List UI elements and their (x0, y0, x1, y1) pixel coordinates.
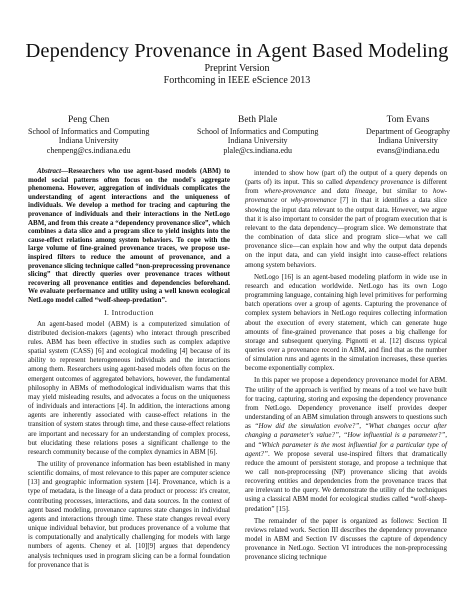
body-text: . We propose several use-inspired filters that dramatically reduce the amount of persistent storage, and propose a technique that we call non-preprocessing (NP) provenance slicing that avoids recovering entities and dependencies from the provenance traces that are irrelevant to the query. We demonstrate the utility of the techniques using a classical ABM model for ecological studies called “wolf-sheep-predation” [15]. (245, 449, 447, 513)
body-text: In this paper we propose a dependency provenance model for ABM. The utility of the approach is verified by means of a tool we have built for tracing, capturing, storing and exposing the dependency provenance from NetLogo. Dependency provenance itself provides deeper understanding of an ABM simulation through answers to questions such as (245, 376, 448, 431)
body-text: [7] in that it identifies a data slice showing the input data relevant to the output data. However, we argue that it is also important to consider the part of program execution that is relevant to the data dependency—program slice. We demonstrate that the combination of data slice and program slice—what we call provenance slice—can explain how and why the output data depends on the input data, and can yield insight into cause-effect relations among system behaviors. (245, 196, 447, 269)
body-text: intended to show how (part of) the output of a query depends on (parts of) its input. This so called (245, 169, 447, 187)
emphasis-text: “How influential is a parameter?” (343, 431, 446, 440)
author-block (28, 114, 149, 155)
author-name: Tom Evans (386, 115, 430, 125)
emphasis-text: how-provenance (245, 187, 447, 205)
right-column (245, 169, 447, 566)
emphasis-text: “How did the simulation evolve?” (254, 422, 360, 431)
body-text: , and (245, 431, 447, 449)
author-department: Department of Geography (366, 127, 450, 136)
body-text: or (277, 196, 291, 205)
emphasis-text: “What changes occur after changing a parameter's value?” (245, 422, 448, 440)
emphasis-text: where-provenance (264, 187, 316, 196)
author-department: School of Informatics and Computing (28, 127, 150, 136)
author-block (366, 114, 450, 155)
author-university: Indiana University (58, 136, 119, 146)
author-name: Peng Chen (67, 115, 110, 125)
body-text: is different from (245, 178, 448, 196)
author-email: evans@indiana.edu (376, 145, 440, 155)
emphasis-text: why-provenance (290, 196, 337, 205)
author-list (28, 114, 450, 155)
author-email: plale@cs.indiana.edu (223, 145, 293, 155)
body-paragraph (245, 169, 447, 270)
venue-label: Forthcoming in IEEE eScience 2013 (163, 74, 311, 86)
body-text: and (315, 187, 337, 196)
title-block (0, 40, 474, 86)
body-text: , but similar to (375, 187, 433, 196)
abstract-paragraph (28, 167, 230, 305)
section-heading: I. Introduction (104, 307, 154, 317)
body-paragraph (245, 376, 447, 513)
author-block (197, 114, 318, 155)
body-paragraph: The remainder of the paper is organized as follows: Section II reviews related work. Section III describes the dependency provenance model in ABM and Section IV discusses the capture of dependency provenance in NetLogo. Section VI introduces the non-preprocessing provenance slicing technique (245, 516, 447, 562)
preprint-label: Preprint Version (204, 63, 270, 74)
emphasis-text: “Which parameter is the most influential for a particular type of agent?” (245, 440, 448, 458)
author-email: chenpeng@cs.indiana.edu (46, 145, 131, 155)
left-column (28, 167, 230, 573)
emphasis-text: data lineage (336, 187, 376, 196)
abstract-text: —Researchers who use agent-based models (ABM) to model social patterns often focus on the model's aggregate phenomena. However, aggregation of individuals complicates the understanding of agent interactions and the uniqueness of individuals. We develop a method for tracing and capturing the provenance of individuals and their interactions in the NetLogo ABM, and from this create a “dependency provenance slice”, which combines a data slice and a program slice to yield insights into the cause-effect relations among system behaviors. To cope with the large volume of fine-grained provenance traces, we propose use-inspired filters to reduce the amount of provenance, and a provenance slicing technique called “non-preprocessing provenance slicing” that directly queries over provenance traces without recovering all provenance entities and dependencies beforehand. We evaluate performance and utility using a well known ecological NetLogo model called “wolf-sheep-predation”. (28, 167, 230, 304)
body-text: , (338, 431, 344, 440)
author-university: Indiana University (227, 136, 288, 146)
body-paragraph: An agent-based model (ABM) is a computerized simulation of distributed decision-makers (agents) who interact through prescribed rules. ABM has been effective in studies such as complex adaptive spatial system (CASS) [6] and ecological modeling [4] because of its ability to represent heterogeneous individuals and the interactions among them. Researchers using agent-based models often focus on the emergent outcomes of aggregated behaviors, however, the fundamental philosophy in ABMs of methodological individualism warns that this may yield misleading results, and advocates a focus on the uniqueness of individuals and interactions [4]. In addition, the interactions among agents are inherently associated with cause-effect relations in the transition of system states through time, and these cause-effect relations are important and necessary for an understanding of complex process, but elucidating these relations poses a significant challenge to the research community because of the complex dynamics in ABM [6]. (28, 319, 230, 456)
author-university: Indiana University (378, 136, 438, 146)
abstract-label: Abstract (37, 167, 62, 175)
paper-title: Dependency Provenance in Agent Based Modeling (25, 40, 449, 62)
body-paragraph: NetLogo [16] is an agent-based modeling platform in wide use in research and education worldwide. NetLogo has its own Logo programming language, containing high level primitives for performing batch operations over a group of agents. Capturing the provenance of complex system behaviors in NetLogo requires collecting information about the execution of every statement, which can generate huge amounts of fine-grained provenance that poses a big challenge for storage and subsequent querying. Pignotti et al. [12] discuss typical queries over a provenance record in ABM, and find that as the number of simulation runs and agents in the simulation increases, these queries become exponentially complex. (245, 272, 447, 373)
body-text: , (359, 422, 365, 431)
author-name: Beth Plale (238, 115, 278, 125)
body-paragraph: The utility of provenance information has been established in many scientific domains, of most relevance to this paper are computer science [13] and geographic information system [14]. Provenance, which is a type of metadata, is the lineage of a data product or process: it's creator, contributing processes, interactions, and data sources. In the context of agent based modeling, provenance captures state changes in individual agents and interactions through time. These state changes reveal every unique individual behavior, but produces provenance of a volume that is computationally and analytically challenging for models with large numbers of agents. Cheney et al. [10][9] argues that dependency analysis techniques used in program slicing can be a formal foundation for provenance that is (28, 460, 230, 569)
emphasis-text: dependency provenance (345, 178, 414, 187)
author-department: School of Informatics and Computing (197, 127, 319, 136)
